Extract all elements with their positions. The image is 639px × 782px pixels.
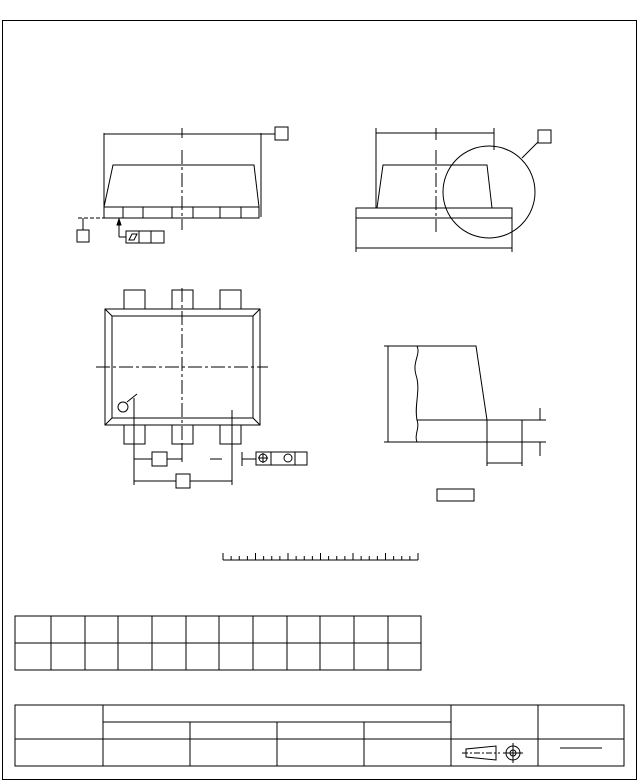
lead-detail xyxy=(384,346,546,501)
pin1-marker xyxy=(118,402,128,412)
basic-dim-frame xyxy=(152,452,167,466)
projection-symbol-icon xyxy=(462,743,523,763)
dimension-table xyxy=(15,616,421,670)
top-view xyxy=(96,288,307,488)
datum-frame xyxy=(77,230,89,242)
datum-frame xyxy=(275,127,288,140)
flatness-symbol xyxy=(129,234,137,240)
package-body xyxy=(377,165,492,208)
detail-circle xyxy=(443,146,535,238)
flatness-frame xyxy=(126,231,164,243)
scale-bar xyxy=(223,553,418,560)
detail-label-frame xyxy=(437,489,474,501)
title-block xyxy=(15,705,624,766)
basic-dim-frame xyxy=(176,474,190,488)
side-view xyxy=(77,127,288,243)
end-view xyxy=(356,128,551,252)
detail-label-frame xyxy=(538,130,551,143)
lead-bar xyxy=(356,208,512,218)
